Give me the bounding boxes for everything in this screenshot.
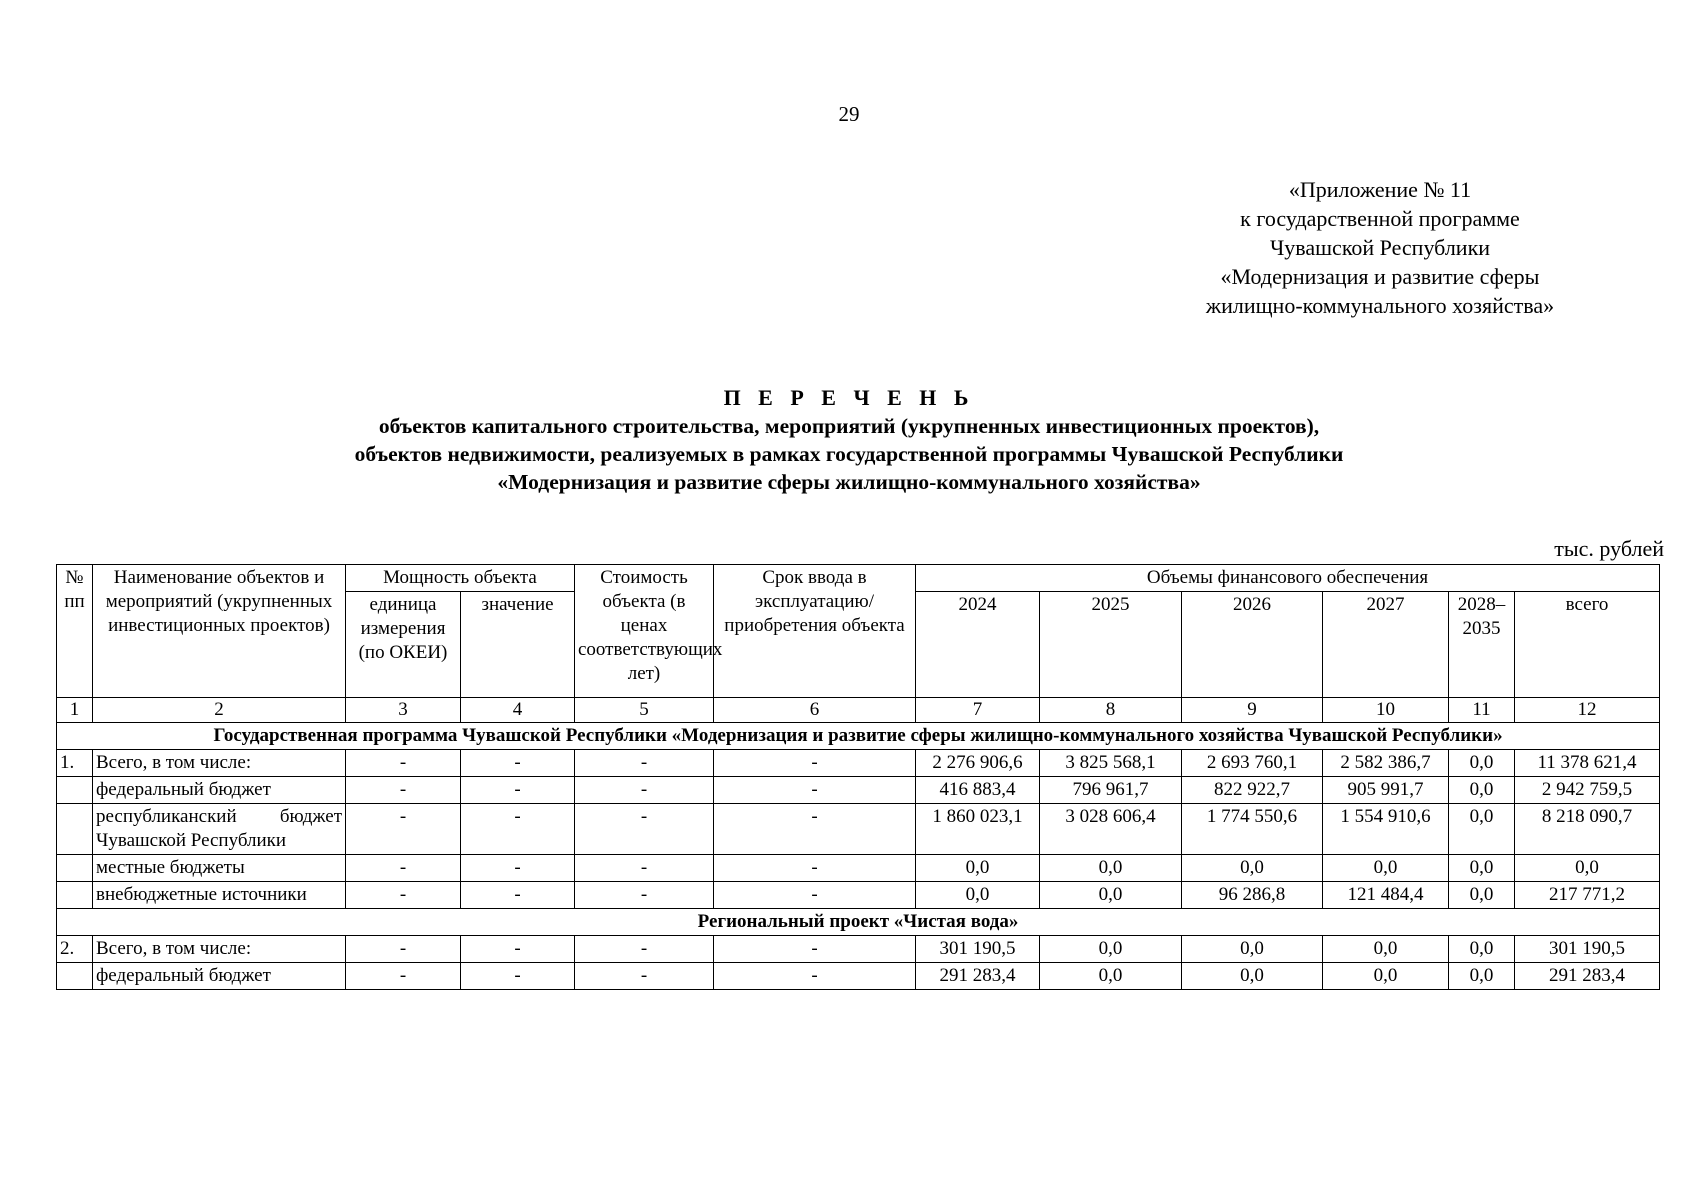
header-capacity: Мощность объекта xyxy=(346,565,575,592)
row-unit: - xyxy=(346,882,461,909)
row-term: - xyxy=(714,750,916,777)
row-name: внебюджетные источники xyxy=(93,882,346,909)
row-name: Всего, в том числе: xyxy=(93,750,346,777)
row-unit: - xyxy=(346,750,461,777)
table-row xyxy=(57,936,1660,963)
header-total: всего xyxy=(1515,592,1660,698)
row-2025: 0,0 xyxy=(1040,882,1182,909)
row-2028-2035: 0,0 xyxy=(1449,882,1515,909)
row-total: 11 378 621,4 xyxy=(1515,750,1660,777)
row-term: - xyxy=(714,963,916,990)
row-2024: 301 190,5 xyxy=(916,936,1040,963)
row-2027: 0,0 xyxy=(1323,963,1449,990)
row-name: федеральный бюджет xyxy=(93,777,346,804)
units-label: тыс. рублей xyxy=(1554,536,1664,561)
row-value: - xyxy=(461,855,575,882)
column-number: 9 xyxy=(1182,698,1323,723)
row-2024: 291 283,4 xyxy=(916,963,1040,990)
row-total: 8 218 090,7 xyxy=(1515,804,1660,855)
row-term: - xyxy=(714,804,916,855)
row-2028-2035: 0,0 xyxy=(1449,777,1515,804)
column-number: 2 xyxy=(93,698,346,723)
row-total: 217 771,2 xyxy=(1515,882,1660,909)
row-term: - xyxy=(714,855,916,882)
row-unit: - xyxy=(346,855,461,882)
header-year-2028-2035: 2028–2035 xyxy=(1449,592,1515,698)
row-unit: - xyxy=(346,804,461,855)
column-number: 3 xyxy=(346,698,461,723)
heading-line: объектов капитального строительства, мероприятий (укрупненных инвестиционных проектов), xyxy=(378,414,1320,438)
header-year-2025: 2025 xyxy=(1040,592,1182,698)
row-2027: 1 554 910,6 xyxy=(1323,804,1449,855)
row-num xyxy=(57,882,93,909)
column-number: 6 xyxy=(714,698,916,723)
row-term: - xyxy=(714,777,916,804)
column-number: 8 xyxy=(1040,698,1182,723)
heading-title: П Е Р Е Ч Е Н Ь xyxy=(723,385,975,410)
section-title: Государственная программа Чувашской Республики «Модернизация и развитие сферы жилищно-коммунального хозяйства Чувашской Республики» xyxy=(57,723,1660,750)
row-2028-2035: 0,0 xyxy=(1449,804,1515,855)
appendix-note xyxy=(1110,175,1650,320)
table-row xyxy=(57,777,1660,804)
table-row xyxy=(57,804,1660,855)
row-cost: - xyxy=(575,882,714,909)
row-2024: 1 860 023,1 xyxy=(916,804,1040,855)
row-2026: 0,0 xyxy=(1182,963,1323,990)
row-value: - xyxy=(461,936,575,963)
row-2026: 2 693 760,1 xyxy=(1182,750,1323,777)
column-number: 10 xyxy=(1323,698,1449,723)
row-cost: - xyxy=(575,963,714,990)
row-value: - xyxy=(461,750,575,777)
header-row xyxy=(57,565,1660,592)
row-total: 0,0 xyxy=(1515,855,1660,882)
table-row xyxy=(57,882,1660,909)
column-number: 7 xyxy=(916,698,1040,723)
row-2027: 905 991,7 xyxy=(1323,777,1449,804)
appendix-line: к государственной программе xyxy=(1240,206,1520,231)
row-2028-2035: 0,0 xyxy=(1449,936,1515,963)
row-cost: - xyxy=(575,855,714,882)
row-2028-2035: 0,0 xyxy=(1449,750,1515,777)
column-number: 12 xyxy=(1515,698,1660,723)
appendix-line: «Модернизация и развитие сферы xyxy=(1220,264,1540,289)
header-funding: Объемы финансового обеспечения xyxy=(916,565,1660,592)
appendix-line: Чувашской Республики xyxy=(1269,235,1491,260)
row-2028-2035: 0,0 xyxy=(1449,855,1515,882)
row-cost: - xyxy=(575,777,714,804)
row-name: федеральный бюджет xyxy=(93,963,346,990)
row-unit: - xyxy=(346,963,461,990)
header-year-2024: 2024 xyxy=(916,592,1040,698)
header-year-2026: 2026 xyxy=(1182,592,1323,698)
row-value: - xyxy=(461,777,575,804)
appendix-line: жилищно-коммунального хозяйства» xyxy=(1205,293,1555,318)
heading-line: «Модернизация и развитие сферы жилищно-коммунального хозяйства» xyxy=(497,470,1201,494)
column-number: 4 xyxy=(461,698,575,723)
row-value: - xyxy=(461,963,575,990)
row-term: - xyxy=(714,936,916,963)
row-unit: - xyxy=(346,777,461,804)
row-cost: - xyxy=(575,750,714,777)
row-2025: 0,0 xyxy=(1040,963,1182,990)
row-2027: 0,0 xyxy=(1323,855,1449,882)
row-total: 301 190,5 xyxy=(1515,936,1660,963)
table-row xyxy=(57,750,1660,777)
row-2025: 796 961,7 xyxy=(1040,777,1182,804)
heading-line: объектов недвижимости, реализуемых в рамках государственной программы Чувашской Республики xyxy=(354,442,1344,466)
row-cost: - xyxy=(575,936,714,963)
row-value: - xyxy=(461,804,575,855)
page-number: 29 xyxy=(838,102,860,126)
column-number: 5 xyxy=(575,698,714,723)
objects-table xyxy=(56,564,1660,990)
column-number: 11 xyxy=(1449,698,1515,723)
row-total: 2 942 759,5 xyxy=(1515,777,1660,804)
row-2024: 0,0 xyxy=(916,855,1040,882)
row-2026: 0,0 xyxy=(1182,936,1323,963)
row-total: 291 283,4 xyxy=(1515,963,1660,990)
row-num xyxy=(57,855,93,882)
row-2025: 0,0 xyxy=(1040,855,1182,882)
header-value: значение xyxy=(461,592,575,698)
row-cost: - xyxy=(575,804,714,855)
row-2024: 2 276 906,6 xyxy=(916,750,1040,777)
row-2025: 3 028 606,4 xyxy=(1040,804,1182,855)
row-unit: - xyxy=(346,936,461,963)
table-row xyxy=(57,963,1660,990)
row-num: 2. xyxy=(57,936,93,963)
row-2026: 96 286,8 xyxy=(1182,882,1323,909)
section-title: Региональный проект «Чистая вода» xyxy=(57,909,1660,936)
column-number: 1 xyxy=(57,698,93,723)
row-2025: 3 825 568,1 xyxy=(1040,750,1182,777)
row-num xyxy=(57,777,93,804)
row-value: - xyxy=(461,882,575,909)
header-year-2027: 2027 xyxy=(1323,592,1449,698)
row-2024: 0,0 xyxy=(916,882,1040,909)
row-num xyxy=(57,804,93,855)
header-term: Срок ввода в эксплуатацию/ приобретения объекта xyxy=(714,565,916,698)
section-title-row xyxy=(57,909,1660,936)
row-term: - xyxy=(714,882,916,909)
row-2026: 0,0 xyxy=(1182,855,1323,882)
header-cost: Стоимость объекта (в ценах соответствующих лет) xyxy=(575,565,714,698)
row-name: местные бюджеты xyxy=(93,855,346,882)
document-heading xyxy=(0,384,1698,496)
table-row xyxy=(57,855,1660,882)
row-2026: 822 922,7 xyxy=(1182,777,1323,804)
row-name: Всего, в том числе: xyxy=(93,936,346,963)
row-num: 1. xyxy=(57,750,93,777)
row-num xyxy=(57,963,93,990)
row-2027: 2 582 386,7 xyxy=(1323,750,1449,777)
row-2027: 121 484,4 xyxy=(1323,882,1449,909)
row-2024: 416 883,4 xyxy=(916,777,1040,804)
column-numbers-row xyxy=(57,698,1660,723)
row-2025: 0,0 xyxy=(1040,936,1182,963)
header-unit: единица измерения (по ОКЕИ) xyxy=(346,592,461,698)
appendix-line: «Приложение № 11 xyxy=(1288,177,1472,202)
section-title-row xyxy=(57,723,1660,750)
row-2026: 1 774 550,6 xyxy=(1182,804,1323,855)
header-num: № пп xyxy=(57,565,93,698)
row-2028-2035: 0,0 xyxy=(1449,963,1515,990)
row-2027: 0,0 xyxy=(1323,936,1449,963)
header-name: Наименование объектов и мероприятий (укрупненных инвестиционных проектов) xyxy=(93,565,346,698)
row-name: республиканский бюджет Чувашской Республики xyxy=(93,804,346,855)
